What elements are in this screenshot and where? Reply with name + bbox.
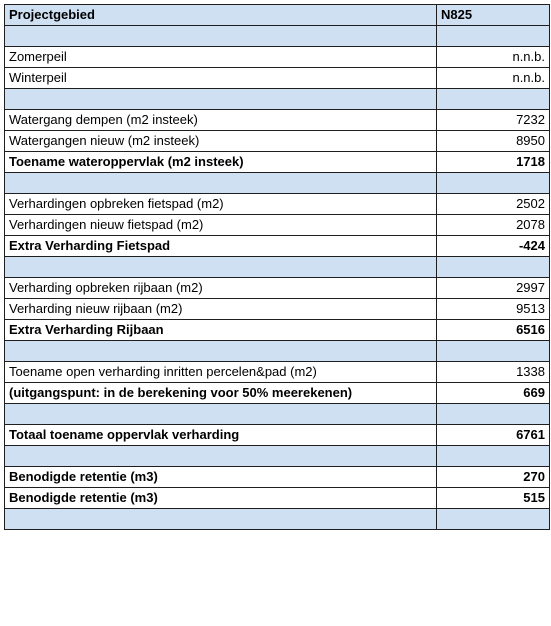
spacer-row: [5, 26, 550, 47]
row-label: Benodigde retentie (m3): [5, 467, 437, 488]
row-label: Extra Verharding Fietspad: [5, 236, 437, 257]
row-value: [437, 509, 550, 530]
row-label: Verharding nieuw rijbaan (m2): [5, 299, 437, 320]
table-row: [5, 425, 550, 446]
row-label: Toename wateroppervlak (m2 insteek): [5, 152, 437, 173]
table-row: [5, 215, 550, 236]
row-label: [5, 89, 437, 110]
header-cell-n825: N825: [437, 5, 550, 26]
header-row: [5, 5, 550, 26]
table-row: [5, 194, 550, 215]
table-row: [5, 320, 550, 341]
row-value: [437, 446, 550, 467]
table-row: [5, 299, 550, 320]
row-label: [5, 509, 437, 530]
row-label: Toename open verharding inritten percelen&pad (m2): [5, 362, 437, 383]
row-label: Watergangen nieuw (m2 insteek): [5, 131, 437, 152]
spacer-row: [5, 509, 550, 530]
spacer-row: [5, 404, 550, 425]
row-value: 2078: [437, 215, 550, 236]
row-label: [5, 404, 437, 425]
spacer-row: [5, 341, 550, 362]
row-value: 8950: [437, 131, 550, 152]
table-row: [5, 488, 550, 509]
row-label: Benodigde retentie (m3): [5, 488, 437, 509]
table-row: [5, 110, 550, 131]
row-value: [437, 173, 550, 194]
row-label: Totaal toename oppervlak verharding: [5, 425, 437, 446]
row-value: 1338: [437, 362, 550, 383]
spacer-row: [5, 89, 550, 110]
spacer-row: [5, 446, 550, 467]
row-value: 1718: [437, 152, 550, 173]
row-value: 7232: [437, 110, 550, 131]
row-value: [437, 404, 550, 425]
row-value: 270: [437, 467, 550, 488]
table-row: [5, 362, 550, 383]
table-row: [5, 68, 550, 89]
row-value: 515: [437, 488, 550, 509]
spacer-row: [5, 257, 550, 278]
table-row: [5, 152, 550, 173]
row-value: 2502: [437, 194, 550, 215]
row-value: [437, 341, 550, 362]
row-label: Winterpeil: [5, 68, 437, 89]
table-row: [5, 278, 550, 299]
row-label: Verhardingen nieuw fietspad (m2): [5, 215, 437, 236]
row-value: 6761: [437, 425, 550, 446]
row-label: Verharding opbreken rijbaan (m2): [5, 278, 437, 299]
row-value: 2997: [437, 278, 550, 299]
row-value: n.n.b.: [437, 68, 550, 89]
row-value: -424: [437, 236, 550, 257]
row-value: 6516: [437, 320, 550, 341]
table-row: [5, 47, 550, 68]
row-label: [5, 173, 437, 194]
spacer-row: [5, 173, 550, 194]
table-row: [5, 383, 550, 404]
row-value: 669: [437, 383, 550, 404]
row-label: Extra Verharding Rijbaan: [5, 320, 437, 341]
row-label: Verhardingen opbreken fietspad (m2): [5, 194, 437, 215]
header-cell-projectgebied: Projectgebied: [5, 5, 437, 26]
row-label: Zomerpeil: [5, 47, 437, 68]
row-label: [5, 446, 437, 467]
row-label: [5, 257, 437, 278]
row-value: 9513: [437, 299, 550, 320]
row-label: Watergang dempen (m2 insteek): [5, 110, 437, 131]
row-label: [5, 341, 437, 362]
row-value: [437, 89, 550, 110]
spreadsheet-body: [5, 5, 550, 530]
row-label: [5, 26, 437, 47]
table-row: [5, 131, 550, 152]
table-row: [5, 236, 550, 257]
table-row: [5, 467, 550, 488]
row-value: [437, 26, 550, 47]
row-value: [437, 257, 550, 278]
row-value: n.n.b.: [437, 47, 550, 68]
row-label: (uitgangspunt: in de berekening voor 50% meerekenen): [5, 383, 437, 404]
spreadsheet-table: [4, 4, 550, 530]
